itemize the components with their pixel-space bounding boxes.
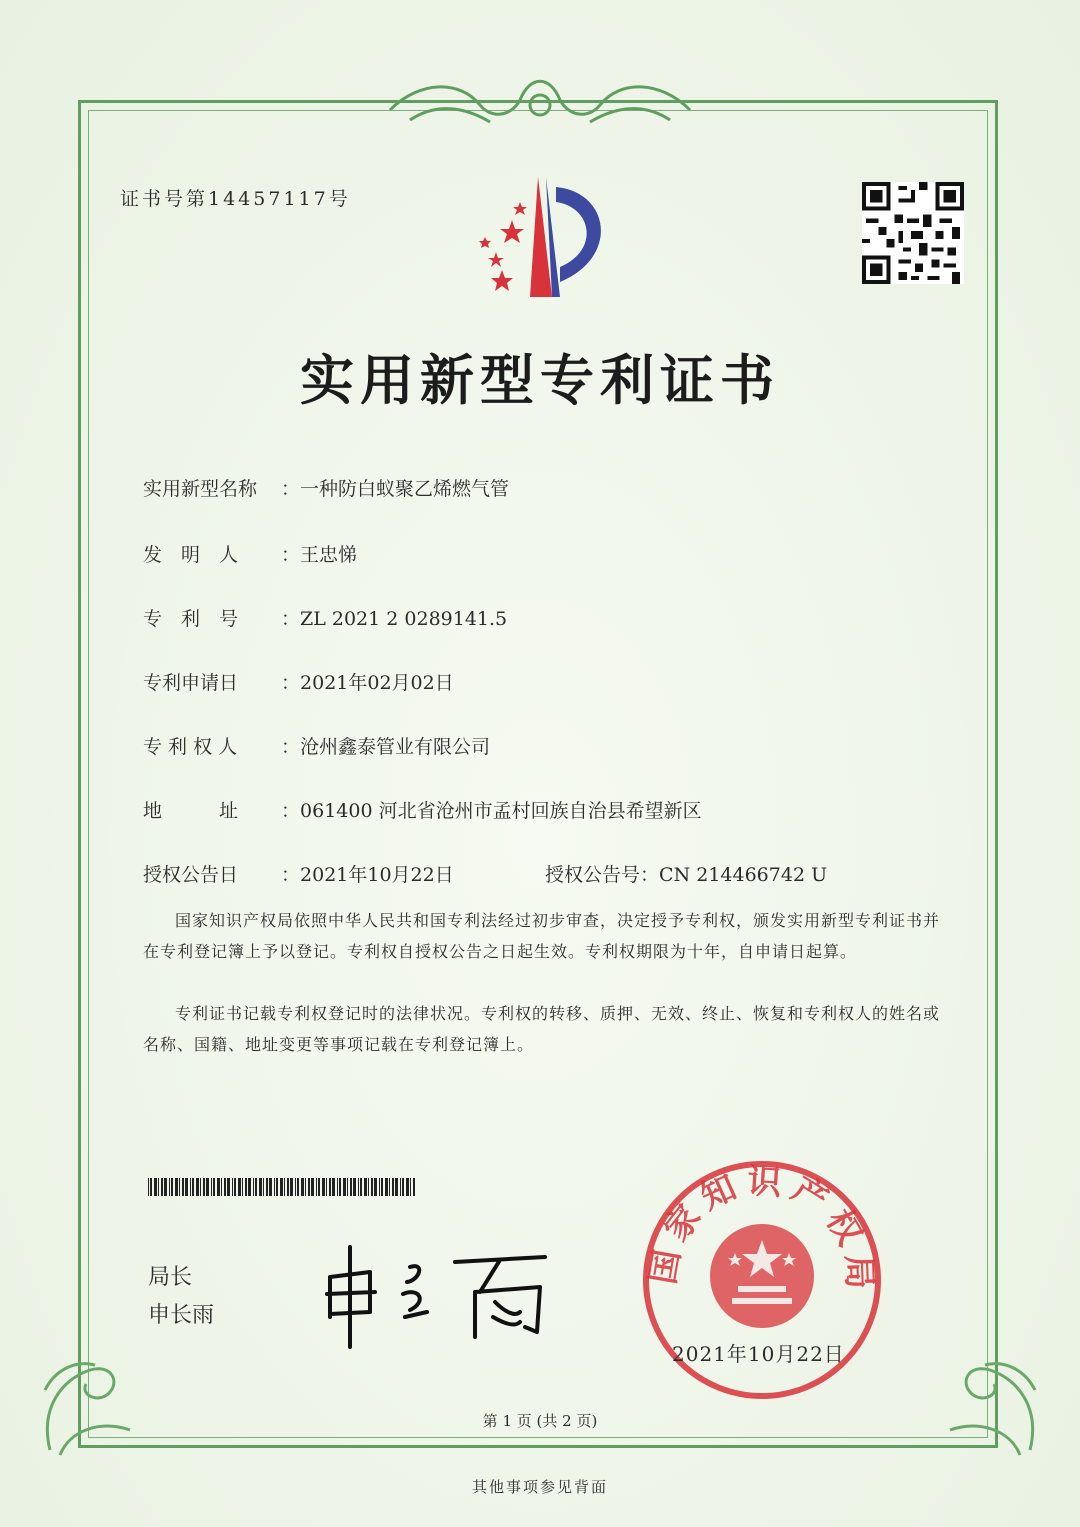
field-colon: ： (281, 608, 301, 630)
field-value: 2021年10月22日 (300, 864, 454, 886)
barcode-bar (234, 1178, 236, 1196)
barcode-bar (290, 1178, 293, 1196)
ornament-corner-icon (30, 1330, 160, 1460)
barcode-bar (227, 1178, 230, 1196)
barcode-bar (287, 1178, 289, 1196)
barcode-bar (221, 1178, 222, 1196)
field-label: 专利申请日 (143, 672, 239, 694)
barcode-bar (295, 1178, 296, 1196)
field-filing-date (143, 668, 454, 695)
barcode-bar (269, 1178, 272, 1196)
field-colon: ： (281, 544, 301, 566)
barcode-bar (364, 1178, 367, 1196)
barcode-bar (385, 1178, 388, 1196)
field-address (143, 796, 702, 823)
barcode-bar (206, 1178, 209, 1196)
barcode-bar (179, 1178, 180, 1196)
barcode-bar (410, 1178, 411, 1196)
barcode-bar (316, 1178, 317, 1196)
field-colon: ： (281, 736, 301, 758)
barcode-bar (402, 1178, 404, 1196)
barcode-bar (169, 1178, 170, 1196)
barcode-bar (263, 1178, 264, 1196)
barcode-bar (389, 1178, 390, 1196)
barcode-bar (413, 1178, 415, 1196)
barcode-bar (280, 1178, 283, 1196)
barcode-bar (347, 1178, 348, 1196)
barcode-bar (381, 1178, 383, 1196)
barcode-bar (371, 1178, 373, 1196)
barcode-bar (213, 1178, 215, 1196)
field-colon: ： (281, 672, 301, 694)
field-value: 2021年02月02日 (300, 672, 454, 694)
barcode-bar (266, 1178, 268, 1196)
field-grant-date (143, 860, 454, 887)
body-paragraph: 国家知识产权局依照中华人民共和国专利法经过初步审查，决定授予专利权，颁发实用新型专利证书并在专利登记簿上予以登记。专利权自授权公告之日起生效。专利权期限为十年，自申请日起算。 (143, 911, 941, 961)
field-value: 王忠悌 (300, 544, 358, 566)
field-label: 实用新型名称 (143, 478, 258, 500)
barcode-bar (150, 1178, 152, 1196)
field-colon: ： (281, 800, 301, 822)
barcode-bar (158, 1178, 159, 1196)
barcode-bar (358, 1178, 359, 1196)
barcode-bar (217, 1178, 220, 1196)
director-title: 局长 (148, 1265, 193, 1290)
director-name: 申长雨 (148, 1303, 215, 1328)
barcode-bar (154, 1178, 157, 1196)
barcode-bar (305, 1178, 306, 1196)
barcode-bar (232, 1178, 233, 1196)
seal-text: 国家知识产权局 (643, 1161, 880, 1298)
field-value: CN 214466742 U (659, 864, 828, 886)
barcode-bar (284, 1178, 285, 1196)
barcode-bar (203, 1178, 205, 1196)
field-label: 授权公告日 (143, 864, 239, 886)
barcode-bar (192, 1178, 194, 1196)
barcode-bar (379, 1178, 380, 1196)
field-patent-no (143, 604, 507, 631)
page-title: 实用新型专利证书 (300, 348, 780, 412)
barcode-bar (337, 1178, 338, 1196)
barcode-bar (148, 1178, 149, 1196)
barcode-bar (392, 1178, 394, 1196)
barcode-bar (322, 1178, 325, 1196)
barcode-bar (164, 1178, 167, 1196)
barcode-bar (171, 1178, 173, 1196)
barcode-bar (185, 1178, 188, 1196)
ornament-crest-icon (380, 70, 700, 130)
cnipa-logo-icon (460, 172, 630, 302)
barcode-bar (318, 1178, 320, 1196)
barcode-bar (329, 1178, 331, 1196)
barcode-bar (360, 1178, 362, 1196)
barcode-bar (161, 1178, 163, 1196)
field-value: 061400 河北省沧州市孟村回族自治县希望新区 (300, 800, 702, 822)
field-label: 专 利 权 人 (143, 736, 238, 758)
barcode-bar (332, 1178, 335, 1196)
barcode-bar (339, 1178, 341, 1196)
field-inventor (143, 540, 357, 567)
barcode-bar (301, 1178, 304, 1196)
barcode-bar (311, 1178, 314, 1196)
field-value: 沧州鑫泰管业有限公司 (300, 736, 491, 758)
field-grant-no (545, 860, 827, 887)
barcode-bar (368, 1178, 369, 1196)
barcode-bar (353, 1178, 356, 1196)
field-colon: ： (281, 864, 301, 886)
barcode-bar (343, 1178, 346, 1196)
barcode-bar (350, 1178, 352, 1196)
barcode-bar (175, 1178, 178, 1196)
certificate-number: 证书号第14457117号 (120, 188, 351, 210)
field-label: 授权公告号 (545, 864, 641, 886)
director-signature-icon (315, 1232, 555, 1352)
barcode-bar (196, 1178, 199, 1196)
barcode-bar (274, 1178, 275, 1196)
barcode-bar (245, 1178, 247, 1196)
barcode-bar (253, 1178, 254, 1196)
barcode-bar (308, 1178, 310, 1196)
barcode-icon (148, 1178, 416, 1196)
barcode-bar (374, 1178, 377, 1196)
barcode-bar (182, 1178, 184, 1196)
barcode-bar (259, 1178, 262, 1196)
body-paragraph: 专利证书记载专利权登记时的法律状况。专利权的转移、质押、无效、终止、恢复和专利权人的姓名或名称、国籍、地址变更等事项记载在专利登记簿上。 (143, 1004, 941, 1054)
field-label: 发 明 人 (143, 544, 239, 566)
barcode-bar (224, 1178, 226, 1196)
field-value: ZL 2021 2 0289141.5 (300, 608, 508, 630)
field-label: 地 址 (143, 800, 239, 822)
barcode-bar (297, 1178, 299, 1196)
barcode-bar (190, 1178, 191, 1196)
barcode-bar (326, 1178, 327, 1196)
barcode-bar (211, 1178, 212, 1196)
barcode-bar (406, 1178, 409, 1196)
field-utility-name (143, 474, 509, 501)
field-patentee (143, 732, 490, 759)
barcode-bar (400, 1178, 401, 1196)
field-colon: ： (281, 478, 301, 500)
seal-date: 2021年10月22日 (672, 1342, 845, 1366)
barcode-bar (200, 1178, 201, 1196)
barcode-bar (276, 1178, 278, 1196)
barcode-bar (395, 1178, 398, 1196)
barcode-bar (255, 1178, 257, 1196)
ornament-corner-icon (920, 1330, 1050, 1460)
page-indicator: 第 1 页 (共 2 页) (482, 1412, 598, 1430)
barcode-bar (242, 1178, 243, 1196)
field-value: 一种防白蚁聚乙烯燃气管 (300, 478, 510, 500)
field-colon: ： (640, 864, 660, 886)
qr-code-icon (862, 182, 964, 284)
barcode-bar (238, 1178, 241, 1196)
barcode-bar (248, 1178, 251, 1196)
field-label: 专 利 号 (143, 608, 239, 630)
footer-note: 其他事项参见背面 (471, 1478, 608, 1496)
